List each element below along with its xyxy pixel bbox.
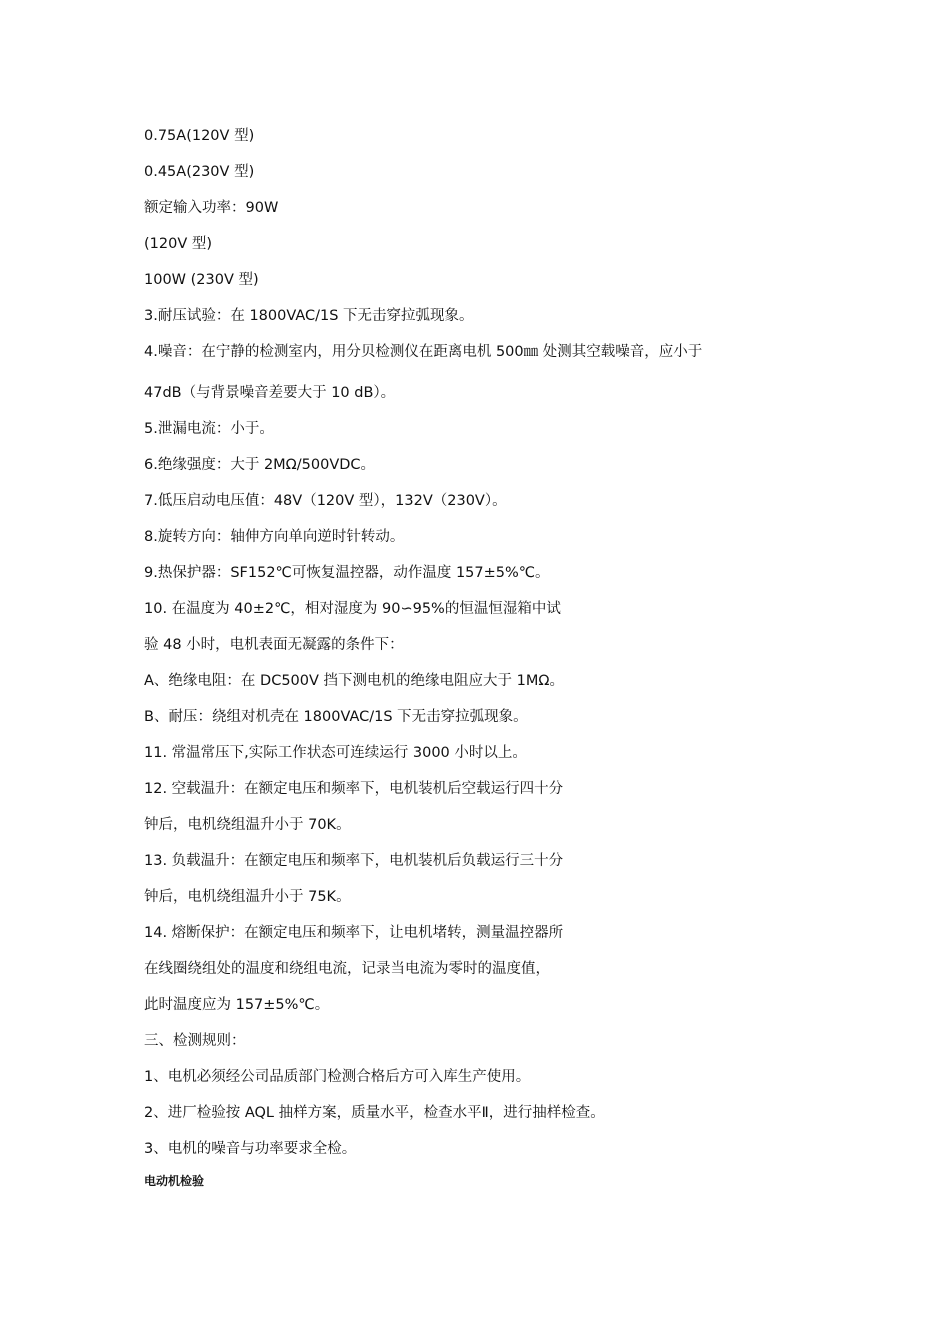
text-line: 5.泄漏电流：小于。 [144, 421, 274, 437]
text-line: 验 48 小时，电机表面无凝露的条件下： [144, 637, 404, 653]
text-line: 47dB（与背景噪音差要大于 10 dB）。 [144, 385, 396, 401]
text-line: 钟后，电机绕组温升小于 70K。 [144, 817, 351, 833]
section-heading: 三、检测规则： [144, 1033, 246, 1049]
text-line: 6.绝缘强度：大于 2MΩ/500VDC。 [144, 457, 376, 473]
text-line: 额定输入功率：90W [144, 200, 279, 216]
text-line: 10. 在温度为 40±2℃，相对湿度为 90∽95%的恒温恒湿箱中试 [144, 601, 561, 617]
document-footer-title: 电动机检验 [144, 1174, 205, 1188]
text-line: 此时温度应为 157±5%℃。 [144, 997, 330, 1013]
document-body [144, 126, 844, 1207]
text-line: (120V 型) [144, 236, 213, 252]
text-line: 12. 空载温升：在额定电压和频率下，电机装机后空载运行四十分 [144, 781, 564, 797]
text-line: 4.噪音：在宁静的检测室内，用分贝检测仪在距离电机 500㎜ 处测其空载噪音，应小于 [144, 344, 703, 360]
text-line: 钟后，电机绕组温升小于 75K。 [144, 889, 351, 905]
text-line: 在线圈绕组处的温度和绕组电流，记录当电流为零时的温度值， [144, 961, 550, 977]
text-line: 2、进厂检验按 AQL 抽样方案，质量水平，检查水平Ⅱ，进行抽样检查。 [144, 1105, 605, 1121]
text-line: 8.旋转方向：轴伸方向单向逆时针转动。 [144, 529, 405, 545]
text-line: 13. 负载温升：在额定电压和频率下，电机装机后负载运行三十分 [144, 853, 564, 869]
text-line: 14. 熔断保护：在额定电压和频率下，让电机堵转，测量温控器所 [144, 925, 564, 941]
text-line: 7.低压启动电压值：48V（120V 型），132V（230V）。 [144, 493, 507, 509]
text-line: 0.45A(230V 型) [144, 164, 255, 180]
text-line: 9.热保护器：SF152℃可恢复温控器，动作温度 157±5%℃。 [144, 565, 550, 581]
text-line: 1、电机必须经公司品质部门检测合格后方可入库生产使用。 [144, 1069, 531, 1085]
text-line: 11. 常温常压下,实际工作状态可连续运行 3000 小时以上。 [144, 745, 527, 761]
text-line: 3、电机的噪音与功率要求全检。 [144, 1141, 357, 1157]
text-line: 0.75A(120V 型) [144, 128, 255, 144]
text-line: A、绝缘电阻：在 DC500V 挡下测电机的绝缘电阻应大于 1MΩ。 [144, 673, 564, 689]
text-line: B、耐压：绕组对机壳在 1800VAC/1S 下无击穿拉弧现象。 [144, 709, 528, 725]
text-line: 3.耐压试验：在 1800VAC/1S 下无击穿拉弧现象。 [144, 308, 474, 324]
text-line: 100W (230V 型) [144, 272, 259, 288]
